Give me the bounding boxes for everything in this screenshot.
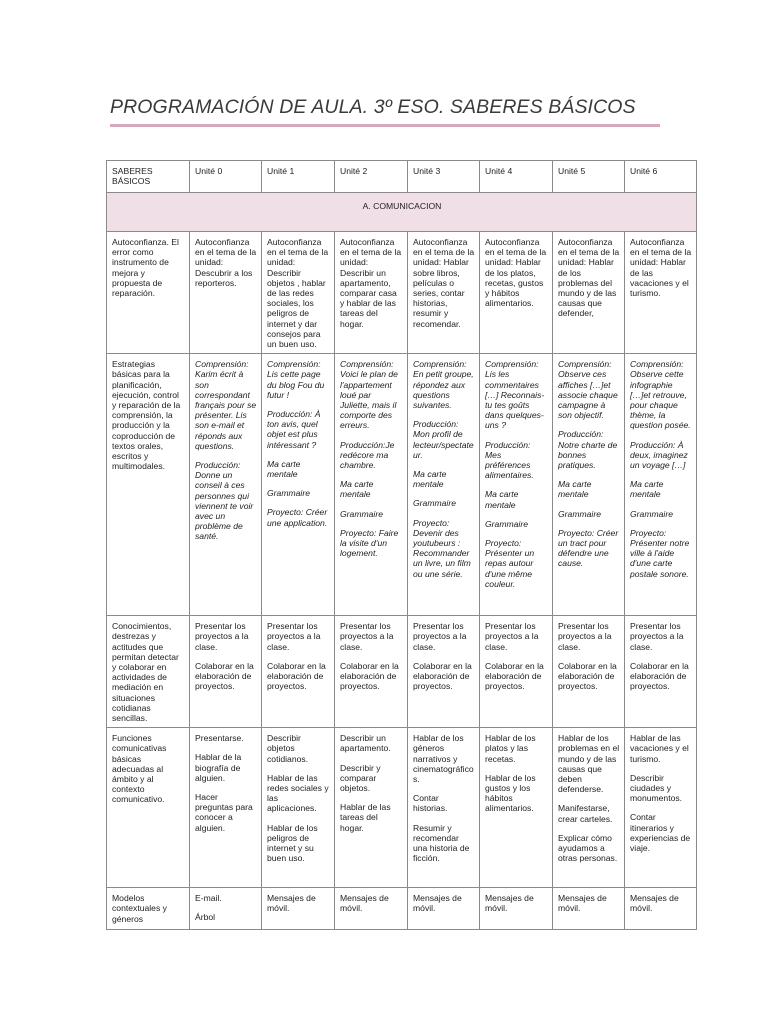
cell-paragraph: Colaborar en la elaboración de proyectos.	[195, 660, 254, 692]
cell-paragraph: Mensajes de móvil.	[630, 893, 679, 914]
header-cell-unite-5: Unité 5	[553, 161, 625, 193]
table-cell	[408, 728, 480, 888]
table-row	[107, 232, 697, 354]
cell-paragraph: Hablar de los problemas en el mundo y de las causas que deben defenderse.	[558, 733, 620, 795]
table-cell	[190, 616, 262, 728]
cell-paragraph: Grammaire	[340, 508, 383, 519]
cell-paragraph: Mensajes de móvil.	[267, 893, 316, 914]
header-row	[107, 161, 697, 193]
table-cell	[335, 616, 408, 728]
table-cell	[480, 728, 553, 888]
cell-paragraph: Contar historias.	[413, 793, 448, 814]
table-cell	[335, 354, 408, 616]
table-row	[107, 354, 697, 616]
cell-paragraph: Presentar los proyectos a la clase.	[195, 621, 249, 652]
cell-paragraph: Describir un apartamento.	[340, 733, 391, 754]
cell-paragraph: Mensajes de móvil.	[340, 893, 389, 914]
table-cell	[553, 354, 625, 616]
table-cell	[553, 232, 625, 354]
table-cell	[190, 354, 262, 616]
cell-paragraph: Hablar de los gustos y los hábitos alimentarios.	[485, 772, 536, 814]
cell-paragraph: Grammaire	[267, 488, 310, 499]
cell-paragraph: Producción: Donne un conseil à ces personnes qui viennent te voir avec un problème de santé.	[195, 460, 254, 542]
cell-paragraph: Presentar los proyectos a la clase.	[340, 621, 394, 652]
cell-paragraph: Autoconfianza en el tema de la unidad: Hablar de los platos, recetas, gustos y hábitos alimentarios.	[485, 237, 547, 309]
table-row	[107, 888, 697, 930]
cell-paragraph: Autoconfianza en el tema de la unidad: Hablar de los problemas del mundo y de las causas que defender,	[558, 237, 620, 319]
cell-paragraph: Describir objetos cotidianos.	[267, 733, 309, 764]
table-cell	[262, 888, 335, 930]
cell-paragraph: Comprensión: Voici le plan de l'appartement loué par Juliette, mais il comporte des erreurs.	[340, 359, 398, 431]
cell-paragraph: Ma carte mentale	[267, 458, 301, 480]
cell-paragraph: Autoconfianza en el tema de la unidad: Describir un apartamento, comparar casa y hablar de las tareas del hogar.	[340, 237, 402, 329]
cell-paragraph: Comprensión: Lis les commentaires […] Reconnais-tu tes goûts dans quelques-uns ?	[485, 359, 545, 431]
cell-paragraph: Árbol	[195, 912, 216, 923]
cell-paragraph: Comprensión: Observe cette infographie […]et retrouve, pour chaque thème, la question posée.	[630, 359, 691, 431]
table-cell	[480, 888, 553, 930]
cell-paragraph: Mensajes de móvil.	[485, 893, 534, 914]
table-cell	[625, 888, 697, 930]
cell-paragraph: Colaborar en la elaboración de proyectos.	[340, 660, 399, 692]
cell-paragraph: Autoconfianza en el tema de la unidad: Descubrir a los reporteros.	[195, 237, 257, 288]
cell-paragraph: Autoconfianza en el tema de la unidad: Hablar de las vacaciones y el turismo.	[630, 237, 692, 299]
table-row	[107, 728, 697, 888]
cell-paragraph: Mensajes de móvil.	[413, 893, 462, 914]
cell-paragraph: Describir ciudades y monumentos.	[630, 772, 683, 804]
table-cell	[262, 616, 335, 728]
table-cell	[553, 728, 625, 888]
table-cell	[190, 728, 262, 888]
cell-paragraph: Explicar cómo ayudamos a otras personas.	[558, 832, 618, 864]
cell-paragraph: Producción: Mes préférences alimentaires.	[485, 439, 534, 481]
cell-paragraph: Ma carte mentale	[485, 489, 519, 510]
cell-paragraph: Ma carte mentale	[558, 479, 592, 500]
cell-paragraph: Producción: À deux, imaginez un voyage […]	[630, 439, 688, 471]
table-cell	[408, 354, 480, 616]
cell-paragraph: Presentar los proyectos a la clase.	[630, 621, 684, 652]
cell-paragraph: Proyecto: Créer un tract pour défendre une cause.	[558, 527, 619, 569]
cell-paragraph: Hacer preguntas para conocer a alguien.	[195, 792, 253, 833]
cell-paragraph: Producción:Je redécore ma chambre.	[340, 439, 395, 471]
table-cell	[408, 616, 480, 728]
row-label: Modelos contextuales y géneros	[107, 888, 190, 930]
table-cell	[408, 232, 480, 354]
cell-paragraph: Grammaire	[558, 508, 601, 519]
cell-paragraph: Ma carte mentale	[340, 479, 374, 500]
table-cell	[335, 728, 408, 888]
header-cell-unite-4: Unité 4	[480, 161, 553, 193]
cell-paragraph: Presentar los proyectos a la clase.	[485, 621, 539, 652]
cell-paragraph: Hablar de la biografía de alguien.	[195, 752, 242, 783]
cell-paragraph: Autoconfianza en el tema de la unidad: Describir objetos , hablar de las redes sociales, los peligros de internet y dar consejos para un buen uso.	[267, 237, 329, 350]
cell-paragraph: Proyecto: Présenter notre ville à l'aide d'une carte postale sonore.	[630, 527, 690, 579]
cell-paragraph: Colaborar en la elaboración de proyectos.	[558, 660, 617, 692]
table-cell	[480, 232, 553, 354]
cell-paragraph: Ma carte mentale	[630, 479, 664, 500]
title-underline	[110, 124, 660, 127]
section-band-row	[107, 193, 697, 232]
table-cell	[625, 354, 697, 616]
cell-paragraph: Hablar de las vacaciones y el turismo.	[630, 733, 689, 764]
row-label: Estrategias básicas para la planificación, ejecución, control y reparación de la comprensión, la producción y la coproducción de textos orales, escritos y multimodales.	[107, 354, 190, 616]
cell-paragraph: Mensajes de móvil.	[558, 893, 607, 914]
header-cell-unite-1: Unité 1	[262, 161, 335, 193]
cell-paragraph: Comprensión: Karim écrit à son correspondant français pour se présenter. Lis son e-mail et réponds aux questions.	[195, 359, 257, 451]
cell-paragraph: Producción: Mon profil de lecteur/spectateur.	[413, 419, 474, 460]
row-label: Funciones comunicativas básicas adecuadas al ámbito y al contexto comunicativo.	[107, 728, 190, 888]
cell-paragraph: Producción: Notre charte de bonnes pratiques.	[558, 429, 618, 471]
table-cell	[625, 728, 697, 888]
table-cell	[480, 354, 553, 616]
header-cell-unite-6: Unité 6	[625, 161, 697, 193]
cell-paragraph: Proyecto: Devenir des youtubeurs : Recommander un livre, un film ou une série.	[413, 517, 471, 579]
page-title: PROGRAMACIÓN DE AULA. 3º ESO. SABERES BÁSICOS	[110, 96, 636, 118]
table-cell	[480, 616, 553, 728]
table-cell	[408, 888, 480, 930]
header-cell-unite-0: Unité 0	[190, 161, 262, 193]
table-cell	[553, 616, 625, 728]
cell-paragraph: Grammaire	[485, 518, 528, 529]
section-band: A. COMUNICACION	[107, 193, 697, 232]
cell-paragraph: Producción: À ton avis, quel objet est plus intéressant ?	[267, 409, 321, 450]
cell-paragraph: Proyecto: Créer une application.	[267, 507, 328, 528]
cell-paragraph: Colaborar en la elaboración de proyectos.	[485, 660, 544, 692]
cell-paragraph: Colaborar en la elaboración de proyectos.	[267, 660, 326, 692]
table-cell	[335, 232, 408, 354]
table-cell	[625, 616, 697, 728]
table-cell	[262, 728, 335, 888]
cell-paragraph: Presentar los proyectos a la clase.	[558, 621, 612, 652]
table-cell	[190, 232, 262, 354]
cell-paragraph: Presentar los proyectos a la clase.	[267, 621, 321, 652]
cell-paragraph: Hablar de las tareas del hogar.	[340, 802, 391, 833]
cell-paragraph: Manifestarse, crear carteles.	[558, 803, 613, 824]
cell-paragraph: Proyecto: Présenter un repas autour d'une même couleur.	[485, 538, 535, 589]
cell-paragraph: Comprensión: Lis cette page du blog Fou du futur !	[267, 359, 325, 400]
cell-paragraph: E-mail.	[195, 893, 222, 904]
cell-paragraph: Presentar los proyectos a la clase.	[413, 621, 467, 652]
row-label: Conocimientos, destrezas y actitudes que permitan detectar y colaborar en actividades de mediación en situaciones cotidianas sencillas.	[107, 616, 190, 728]
cell-paragraph: Hablar de los platos y las recetas.	[485, 733, 536, 764]
cell-paragraph: Resumir y recomendar una historia de ficción.	[413, 822, 470, 864]
cell-paragraph: Ma carte mentale	[413, 469, 447, 490]
cell-paragraph: Colaborar en la elaboración de proyectos.	[413, 660, 472, 692]
table-cell	[625, 232, 697, 354]
cell-paragraph: Grammaire	[630, 508, 673, 519]
table-cell	[335, 888, 408, 930]
cell-paragraph: Hablar de las redes sociales y las aplicaciones.	[267, 772, 329, 814]
cell-paragraph: Presentarse.	[195, 733, 244, 744]
cell-paragraph: Proyecto: Faire la visite d'un logement.	[340, 527, 399, 559]
table-cell	[262, 232, 335, 354]
table-row	[107, 616, 697, 728]
cell-paragraph: Hablar de los géneros narrativos y cinematográficos.	[413, 733, 474, 785]
cell-paragraph: Comprensión: En petit groupe, répondez aux questions suivantes.	[413, 359, 474, 411]
header-cell-unite-3: Unité 3	[408, 161, 480, 193]
cell-paragraph: Hablar de los peligros de internet y su buen uso.	[267, 822, 318, 864]
cell-paragraph: Contar itinerarios y experiencias de viaje.	[630, 812, 691, 854]
cell-paragraph: Comprensión: Observe ces affiches […]et associe chaque campagne à son objectif.	[558, 359, 618, 421]
row-label: Autoconfianza. El error como instrumento de mejora y propuesta de reparación.	[107, 232, 190, 354]
cell-paragraph: Autoconfianza en el tema de la unidad: Hablar sobre libros, películas o series, contar historias, resumir y recomendar.	[413, 237, 475, 329]
table-cell	[553, 888, 625, 930]
cell-paragraph: Colaborar en la elaboración de proyectos.	[630, 660, 689, 692]
header-cell-saberes: SABERES BÁSICOS	[107, 161, 190, 193]
table-cell	[262, 354, 335, 616]
header-cell-unite-2: Unité 2	[335, 161, 408, 193]
cell-paragraph: Describir y comparar objetos.	[340, 762, 381, 794]
saberes-table	[106, 160, 697, 930]
table-cell	[190, 888, 262, 930]
cell-paragraph: Grammaire	[413, 498, 456, 509]
